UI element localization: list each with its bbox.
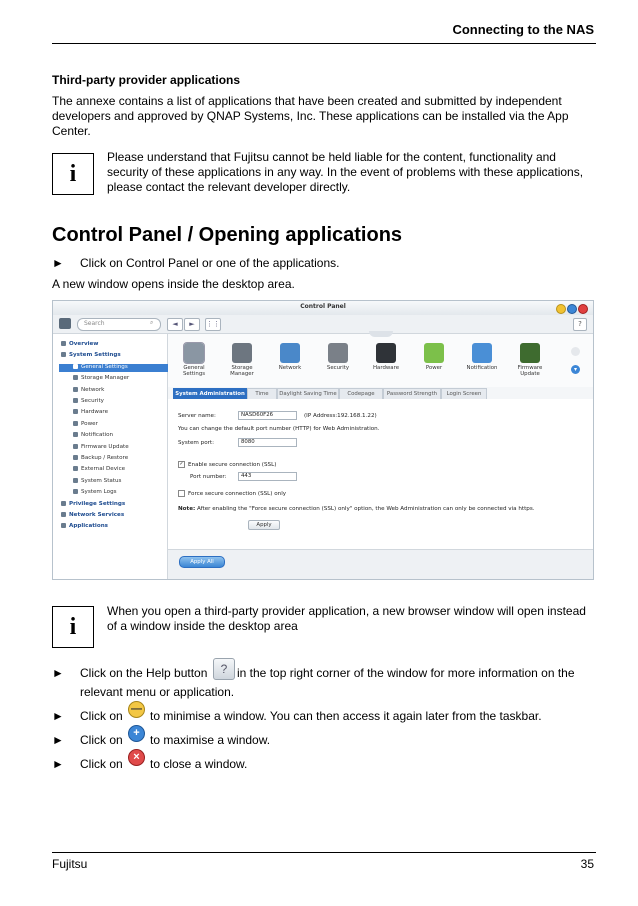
step-text-line2: relevant menu or application. xyxy=(80,685,235,699)
sidebar-item-label: Backup / Restore xyxy=(81,455,129,461)
sidebar-item-label: System Status xyxy=(81,477,122,484)
step-text-before: Click on xyxy=(80,709,123,723)
help-button[interactable]: ? xyxy=(573,318,587,331)
home-icon[interactable] xyxy=(59,318,71,329)
app-icons-row xyxy=(168,334,593,387)
sidebar-item-icon xyxy=(73,375,78,380)
force-ssl-label: Force secure connection (SSL) only xyxy=(188,491,287,497)
step-text-before: Click on xyxy=(80,733,123,747)
close-icon: × xyxy=(128,749,145,766)
maximise-button[interactable] xyxy=(567,304,577,314)
sidebar-item-label: Security xyxy=(81,398,104,404)
section-heading: Control Panel / Opening applications xyxy=(52,224,403,246)
help-icon: ? xyxy=(213,658,235,680)
sidebar-item[interactable] xyxy=(61,512,124,518)
server-name-input[interactable]: NASD60F26 xyxy=(238,411,297,420)
port-number-input[interactable]: 443 xyxy=(238,472,297,481)
step-1-marker: ► xyxy=(52,256,64,270)
minimise-button[interactable] xyxy=(556,304,566,314)
sidebar-item-label: Network xyxy=(81,386,105,393)
intro-paragraph: The annexe contains a list of applications that have been created and submitted by independent developers and approved by QNAP Systems, Inc. These applications can be installed via the App Center. xyxy=(52,94,569,138)
step-text-after: to minimise a window. You can then access it again later from the taskbar. xyxy=(150,709,542,723)
port-change-note: You can change the default port number (HTTP) for Web Administration. xyxy=(178,426,380,432)
step-text-after: to close a window. xyxy=(150,757,248,771)
app-label: Firmware Update xyxy=(517,365,543,377)
step-marker: ► xyxy=(52,709,64,723)
ssl-checkbox-row[interactable] xyxy=(178,461,276,468)
sidebar-item-icon xyxy=(61,512,66,517)
app-label: Network xyxy=(278,365,302,371)
sidebar-item[interactable] xyxy=(73,444,129,450)
step-text-after: in the top right corner of the window for more information on the xyxy=(237,666,575,680)
sidebar-item[interactable] xyxy=(61,523,108,529)
settings-panel xyxy=(168,399,593,549)
maximise-icon: + xyxy=(128,725,145,742)
app-icon xyxy=(376,343,396,363)
sidebar-item[interactable] xyxy=(73,398,104,404)
step-text-before: Click on xyxy=(80,757,123,771)
search-placeholder: Search xyxy=(84,320,105,327)
tab-strip xyxy=(173,387,593,399)
info-icon: i xyxy=(52,153,94,195)
sidebar-item-icon xyxy=(73,455,78,460)
app-tile[interactable] xyxy=(460,343,504,371)
sidebar-item[interactable] xyxy=(73,455,128,461)
apply-all-button[interactable]: Apply All xyxy=(179,556,225,568)
sidebar-item-label: Applications xyxy=(69,523,109,530)
minimise-icon: — xyxy=(128,701,145,718)
sidebar-item-label: System Logs xyxy=(81,489,117,496)
sidebar-item-icon xyxy=(61,523,66,528)
sidebar-item[interactable] xyxy=(73,432,113,438)
step-marker: ► xyxy=(52,733,64,747)
sidebar-item-icon xyxy=(73,478,78,483)
scroll-up-icon[interactable] xyxy=(571,347,580,356)
step-1-text: Click on Control Panel or one of the applications. xyxy=(80,256,340,270)
apply-button[interactable]: Apply xyxy=(248,520,280,530)
footer-rule xyxy=(52,852,596,853)
app-label: General Settings xyxy=(182,365,206,377)
app-tile[interactable] xyxy=(220,343,264,377)
page-number: 35 xyxy=(580,857,594,871)
app-tile[interactable] xyxy=(508,343,552,377)
step-marker: ► xyxy=(52,666,64,680)
sidebar-item[interactable] xyxy=(73,478,121,484)
step-1-result: A new window opens inside the desktop area. xyxy=(52,277,295,291)
system-port-input[interactable]: 8080 xyxy=(238,438,297,447)
app-tile[interactable] xyxy=(268,343,312,371)
sidebar-item[interactable] xyxy=(61,341,98,347)
sidebar-item-icon xyxy=(73,466,78,471)
sidebar-item[interactable] xyxy=(59,364,179,372)
app-label: Power xyxy=(425,365,443,371)
app-label: Storage Manager xyxy=(230,365,254,377)
app-icon xyxy=(232,343,252,363)
sidebar-item[interactable] xyxy=(73,409,108,415)
sidebar-item-icon xyxy=(61,501,66,506)
tab[interactable]: Codepage xyxy=(339,388,383,400)
scroll-down-icon[interactable]: ▾ xyxy=(571,365,580,374)
sidebar-item[interactable] xyxy=(73,421,98,427)
running-header: Connecting to the NAS xyxy=(452,22,594,37)
sidebar-item-icon xyxy=(61,341,66,346)
ip-address-note: (IP Address:192.168.1.22) xyxy=(304,413,377,419)
sidebar-item-icon xyxy=(73,387,78,392)
grid-view-button[interactable]: ⋮⋮ xyxy=(205,318,221,331)
server-name-label: Server name: xyxy=(178,413,216,419)
info-note-2: When you open a third-party provider application, a new browser window will open instead of a window inside the desktop area xyxy=(107,604,586,633)
app-tile[interactable] xyxy=(316,343,360,371)
collapse-handle[interactable] xyxy=(369,331,393,337)
sidebar-item-icon xyxy=(73,421,78,426)
sidebar-item-icon xyxy=(73,444,78,449)
sidebar-item[interactable] xyxy=(61,352,121,358)
tab[interactable]: Time xyxy=(247,388,277,400)
sidebar-item-label: Privilege Settings xyxy=(69,500,126,507)
sidebar-item-label: Storage Manager xyxy=(81,375,130,382)
checkbox-unchecked-icon[interactable] xyxy=(178,490,185,497)
app-icon xyxy=(184,343,204,363)
sidebar-item-label: Power xyxy=(81,420,98,427)
tab[interactable]: Login Screen xyxy=(441,388,487,400)
sidebar-item[interactable] xyxy=(73,387,104,393)
checkbox-checked-icon[interactable]: ✓ xyxy=(179,461,184,467)
sidebar-item-icon xyxy=(73,432,78,437)
app-tile[interactable] xyxy=(172,343,216,377)
forward-button[interactable]: ► xyxy=(184,318,200,331)
control-panel-screenshot xyxy=(52,300,594,580)
step-text-after: to maximise a window. xyxy=(150,733,271,747)
sidebar xyxy=(53,334,168,579)
search-input[interactable] xyxy=(77,318,161,331)
tab[interactable]: Daylight Saving Time xyxy=(277,388,339,400)
sidebar-item-label: Firmware Update xyxy=(81,443,129,450)
app-tile[interactable] xyxy=(364,343,408,371)
search-icon: ⌕ xyxy=(150,319,154,326)
sidebar-item-label: General Settings xyxy=(81,363,128,370)
app-tile[interactable] xyxy=(412,343,456,371)
note-text: After enabling the "Force secure connection (SSL) only" option, the Web Administration can only be connected via https. xyxy=(197,506,535,512)
sidebar-item-label: Hardware xyxy=(81,409,109,416)
ssl-label: Enable secure connection (SSL) xyxy=(188,462,277,468)
app-icon xyxy=(424,343,444,363)
tab[interactable]: System Administration xyxy=(173,388,247,400)
subsection-title: Third-party provider applications xyxy=(52,73,241,87)
sidebar-item-label: Overview xyxy=(69,341,99,347)
sidebar-item-icon xyxy=(61,352,66,357)
sidebar-item-icon xyxy=(73,364,78,369)
system-port-label: System port: xyxy=(178,440,214,446)
force-ssl-row[interactable] xyxy=(178,490,286,497)
sidebar-item-label: Network Services xyxy=(69,512,125,518)
app-label: Hardware xyxy=(372,365,400,371)
ssl-note xyxy=(178,506,535,512)
app-icon xyxy=(472,343,492,363)
window-titlebar xyxy=(53,301,593,316)
sidebar-item-icon xyxy=(73,489,78,494)
step-marker: ► xyxy=(52,757,64,771)
sidebar-item-label: External Device xyxy=(81,466,126,473)
sidebar-item-label: System Settings xyxy=(69,352,121,359)
sidebar-item-icon xyxy=(73,409,78,414)
window-toolbar xyxy=(53,315,593,334)
app-icon xyxy=(280,343,300,363)
close-button[interactable] xyxy=(578,304,588,314)
bottom-bar xyxy=(168,549,593,580)
sidebar-item-icon xyxy=(73,398,78,403)
sidebar-item-label: Notification xyxy=(81,432,114,439)
sidebar-item[interactable] xyxy=(73,375,129,381)
sidebar-item[interactable] xyxy=(73,466,125,472)
info-note-1: Please understand that Fujitsu cannot be held liable for the content, functionality and security of these applications in any way. In the event of problems with these applications, please contact the relevant developer directly. xyxy=(107,150,584,194)
window-title: Control Panel xyxy=(300,303,346,310)
note-label: Note: xyxy=(178,506,196,512)
info-icon-2: i xyxy=(52,606,94,648)
app-icon xyxy=(328,343,348,363)
step-text-before: Click on the Help button xyxy=(80,666,208,680)
port-number-label: Port number: xyxy=(190,474,227,480)
back-button[interactable]: ◄ xyxy=(167,318,183,331)
header-rule xyxy=(52,43,596,44)
footer-left: Fujitsu xyxy=(52,857,88,871)
sidebar-item[interactable] xyxy=(61,501,125,507)
app-label: Security xyxy=(326,365,350,371)
tab[interactable]: Password Strength xyxy=(383,388,441,400)
app-icon xyxy=(520,343,540,363)
sidebar-item[interactable] xyxy=(73,489,117,495)
app-label: Notification xyxy=(466,365,498,371)
